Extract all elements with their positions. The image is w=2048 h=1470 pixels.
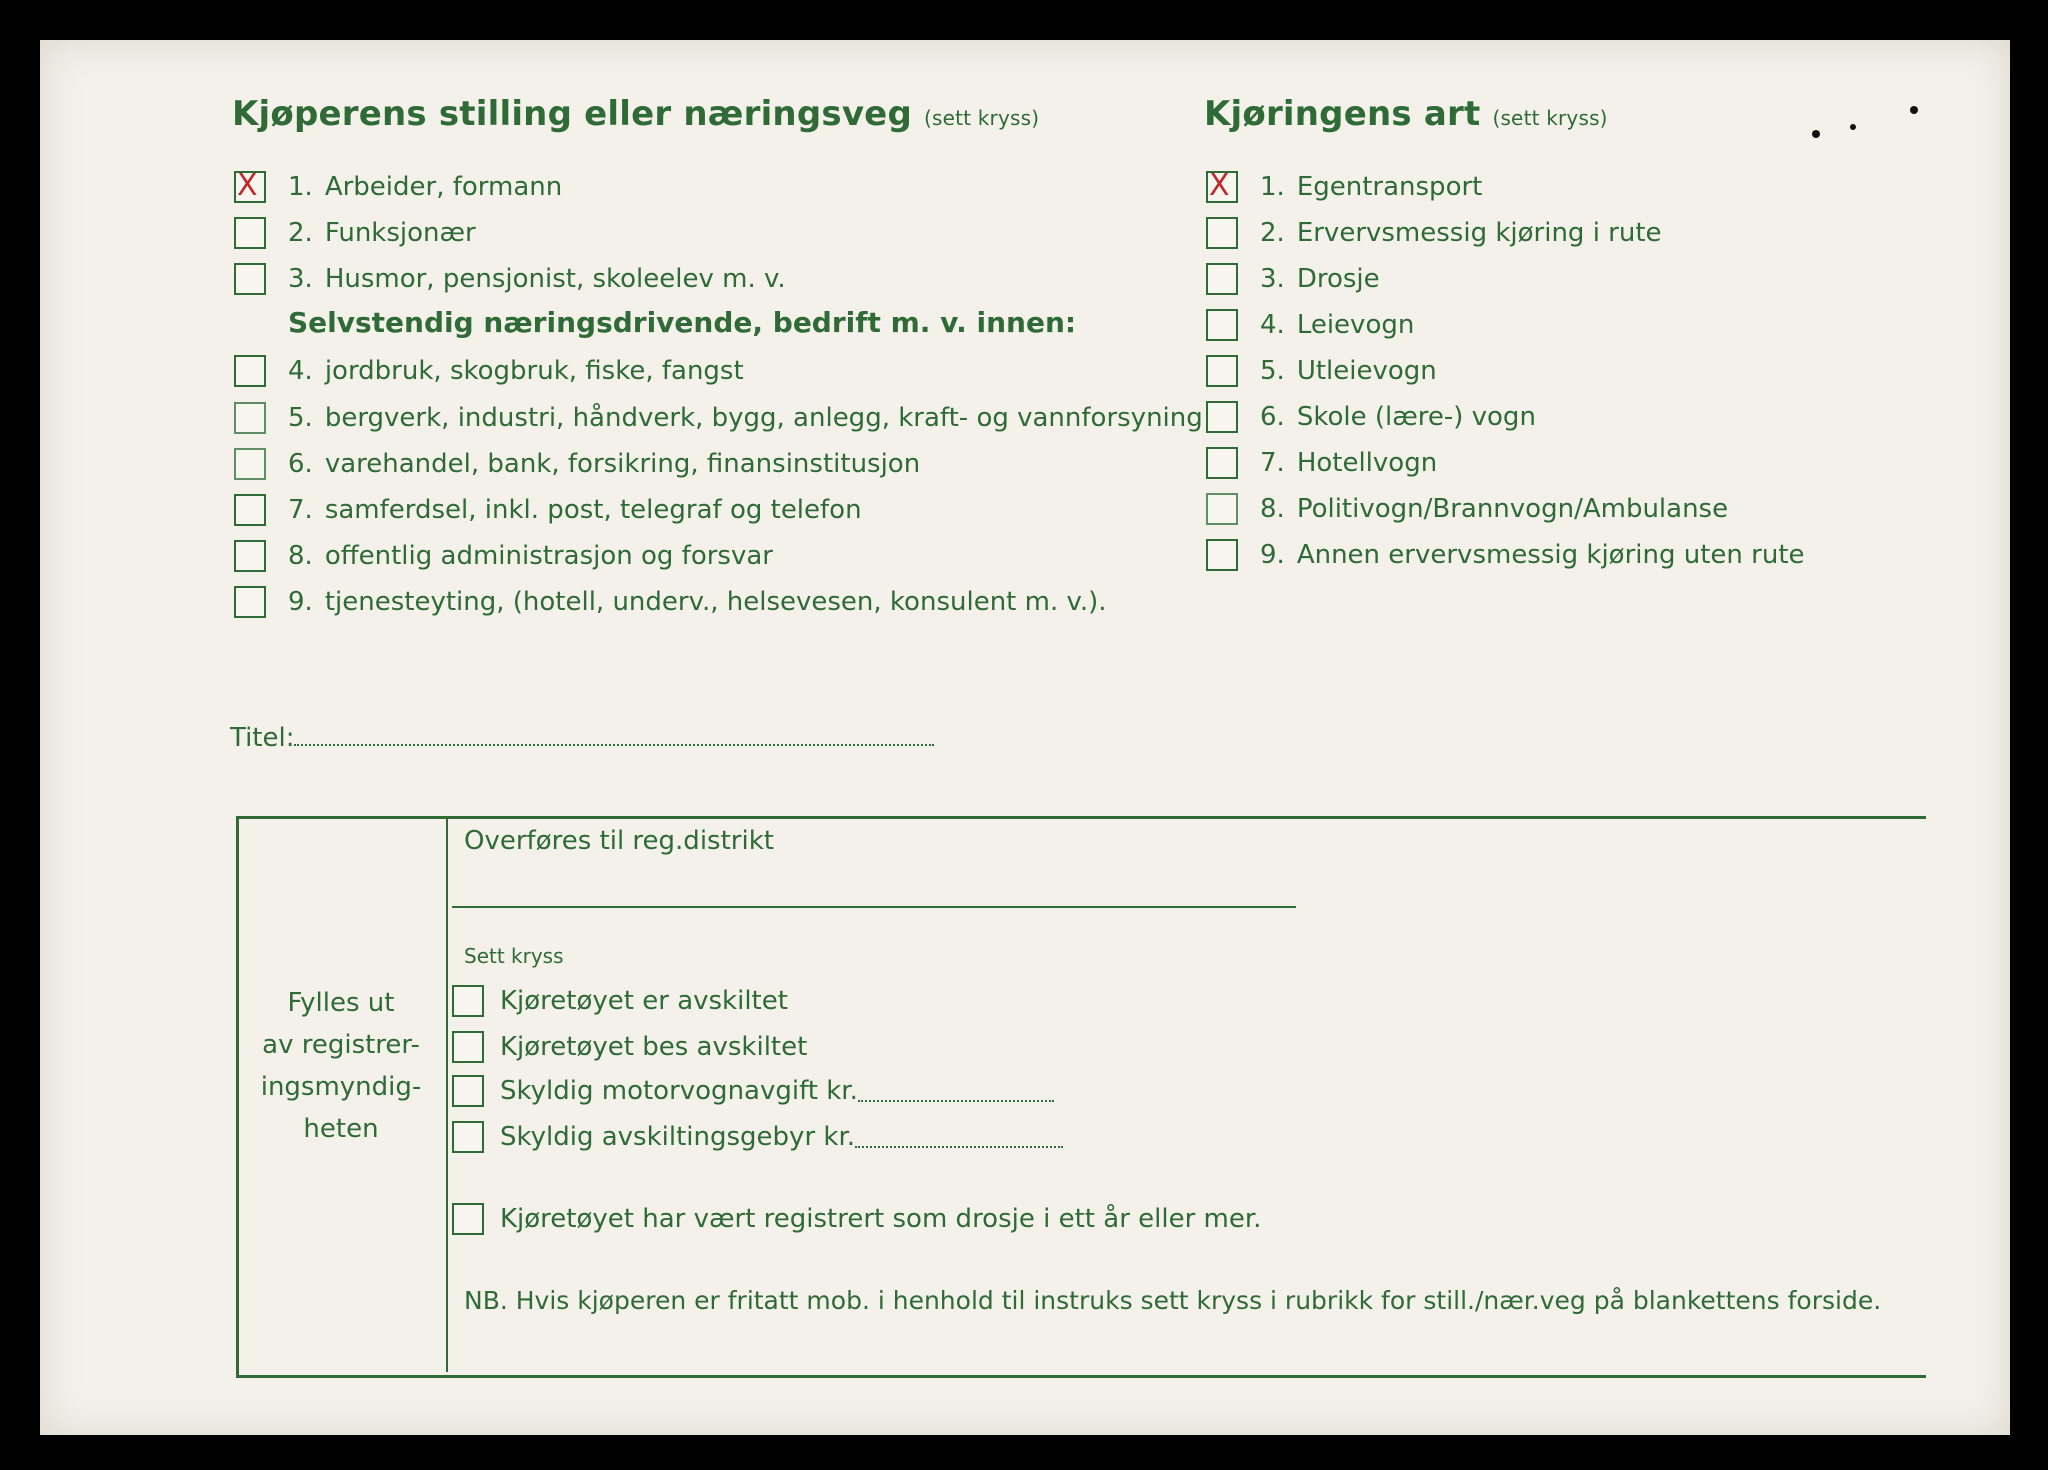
option-number: 2. [1260, 218, 1285, 248]
option-number: 4. [288, 356, 313, 386]
option-label: Kjøretøyet bes avskiltet [500, 1032, 808, 1062]
option-label: Annen ervervsmessig kjøring uten rute [1296, 540, 1805, 570]
occupation-option-3[interactable] [234, 260, 786, 298]
occupation-option-6[interactable] [234, 445, 920, 483]
buyer-occupation-note: (sett kryss) [923, 106, 1040, 130]
occupation-option-4[interactable] [234, 352, 744, 390]
titel-dotted-line[interactable] [294, 722, 934, 746]
driving-option-8[interactable] [1206, 490, 1728, 528]
option-number: 9. [288, 587, 313, 617]
checkbox[interactable] [234, 586, 266, 618]
checkbox[interactable] [234, 540, 266, 572]
checkbox[interactable] [1206, 493, 1238, 525]
option-number: 1. [288, 172, 313, 202]
occupation-option-1[interactable] [234, 168, 562, 206]
option-label: bergverk, industri, håndverk, bygg, anlegg, kraft- og vannforsyning [324, 403, 1203, 433]
option-label: Leievogn [1296, 310, 1415, 340]
occupation-option-8[interactable] [234, 537, 773, 575]
side-label-line: heten [303, 1114, 379, 1144]
owed-vehicle-tax-option[interactable] [452, 1072, 1054, 1110]
driving-type-heading [1204, 94, 1608, 134]
option-label: Hotellvogn [1296, 448, 1438, 478]
checkbox[interactable] [1206, 447, 1238, 479]
option-label: Utleievogn [1296, 356, 1437, 386]
checkbox[interactable] [452, 985, 484, 1017]
option-label: Politivogn/Brannvogn/Ambulanse [1296, 494, 1729, 524]
paper-speck [1910, 106, 1918, 114]
driving-option-7[interactable] [1206, 444, 1437, 482]
registration-authority-box [236, 816, 1926, 1378]
occupation-option-7[interactable] [234, 491, 862, 529]
option-label: Kjøretøyet har vært registrert som drosje i ett år eller mer. [500, 1204, 1262, 1234]
checkbox[interactable] [1206, 539, 1238, 571]
option-label: Skole (lære-) vogn [1296, 402, 1536, 432]
option-number: 5. [288, 403, 313, 433]
option-label: Arbeider, formann [324, 172, 563, 202]
driving-option-5[interactable] [1206, 352, 1437, 390]
checkbox[interactable] [234, 263, 266, 295]
box-column-divider [446, 816, 448, 1372]
option-label: Ervervsmessig kjøring i rute [1296, 218, 1662, 248]
option-number: 3. [1260, 264, 1285, 294]
driving-option-1[interactable] [1206, 168, 1482, 206]
checkbox[interactable] [1206, 263, 1238, 295]
box-top-border [236, 816, 1926, 819]
owed-deregistration-fee-option[interactable] [452, 1118, 1063, 1156]
option-label: varehandel, bank, forsikring, finansinstitusjon [324, 449, 921, 479]
amount-dotted-line[interactable] [855, 1126, 1063, 1148]
checkbox[interactable] [1206, 309, 1238, 341]
checkbox[interactable] [1206, 168, 1238, 203]
transfer-district-line[interactable] [452, 906, 1296, 908]
option-label: jordbruk, skogbruk, fiske, fangst [324, 356, 744, 386]
driving-option-9[interactable] [1206, 536, 1805, 574]
request-deregister-option[interactable] [452, 1028, 807, 1066]
option-number: 2. [288, 218, 313, 248]
checkbox[interactable] [234, 355, 266, 387]
sett-kryss-label: Sett kryss [464, 944, 564, 968]
option-label: samferdsel, inkl. post, telegraf og telefon [324, 495, 862, 525]
deregistered-option[interactable] [452, 982, 788, 1020]
paper-speck [1812, 130, 1820, 138]
option-label: tjenesteyting, (hotell, underv., helsevesen, konsulent m. v.). [324, 587, 1107, 617]
checkbox[interactable] [1206, 217, 1238, 249]
option-number: 5. [1260, 356, 1285, 386]
box-bottom-border [236, 1375, 1926, 1378]
option-number: 8. [288, 541, 313, 571]
registration-side-label [236, 982, 446, 1150]
option-number: 9. [1260, 540, 1285, 570]
buyer-occupation-heading [232, 94, 1039, 134]
checkbox[interactable] [1206, 401, 1238, 433]
self-employed-subheading: Selvstendig næringsdrivende, bedrift m. v. innen: [288, 306, 1077, 339]
driving-type-title: Kjøringens art [1204, 94, 1481, 134]
option-number: 7. [1260, 448, 1285, 478]
option-label: Drosje [1296, 264, 1380, 294]
side-label-line: Fylles ut [287, 988, 395, 1018]
check-mark: X [1209, 168, 1230, 203]
occupation-option-5[interactable] [234, 399, 1203, 437]
option-label: Kjøretøyet er avskiltet [500, 986, 788, 1016]
option-label: offentlig administrasjon og forsvar [324, 541, 773, 571]
option-label: Skyldig avskiltingsgebyr kr. [500, 1122, 856, 1152]
option-number: 4. [1260, 310, 1285, 340]
option-number: 6. [288, 449, 313, 479]
checkbox[interactable] [234, 448, 266, 480]
driving-option-3[interactable] [1206, 260, 1380, 298]
titel-field[interactable] [230, 722, 934, 753]
driving-option-4[interactable] [1206, 306, 1414, 344]
checkbox[interactable] [234, 168, 266, 203]
buyer-occupation-title: Kjøperens stilling eller næringsveg [232, 94, 912, 134]
occupation-option-2[interactable] [234, 214, 476, 252]
option-label: Skyldig motorvognavgift kr. [500, 1076, 858, 1106]
driving-type-note: (sett kryss) [1492, 106, 1608, 130]
side-label-line: av registrer- [262, 1030, 420, 1060]
nb-note: NB. Hvis kjøperen er fritatt mob. i henhold til instruks sett kryss i rubrikk for still./nær.veg på blankettens forside. [464, 1286, 1882, 1315]
checkbox[interactable] [1206, 355, 1238, 387]
option-number: 3. [288, 264, 313, 294]
occupation-option-9[interactable] [234, 583, 1107, 621]
paper-speck [1850, 124, 1856, 130]
side-label-line: ingsmyndig- [260, 1072, 422, 1102]
option-number: 8. [1260, 494, 1285, 524]
taxi-registered-option[interactable] [452, 1200, 1261, 1238]
driving-option-6[interactable] [1206, 398, 1536, 436]
checkbox[interactable] [452, 1121, 484, 1153]
option-label: Egentransport [1296, 172, 1483, 202]
checkbox[interactable] [234, 217, 266, 249]
option-label: Husmor, pensjonist, skoleelev m. v. [324, 264, 786, 294]
checkbox[interactable] [452, 1031, 484, 1063]
option-number: 7. [288, 495, 313, 525]
transfer-district-label: Overføres til reg.distrikt [464, 826, 774, 856]
check-mark: X [237, 168, 258, 203]
amount-dotted-line[interactable] [858, 1080, 1054, 1102]
driving-option-2[interactable] [1206, 214, 1662, 252]
option-number: 6. [1260, 402, 1285, 432]
titel-label: Titel: [230, 723, 295, 753]
option-label: Funksjonær [324, 218, 476, 248]
option-number: 1. [1260, 172, 1285, 202]
checkbox[interactable] [452, 1075, 484, 1107]
checkbox[interactable] [452, 1203, 484, 1235]
checkbox[interactable] [234, 402, 266, 434]
checkbox[interactable] [234, 494, 266, 526]
